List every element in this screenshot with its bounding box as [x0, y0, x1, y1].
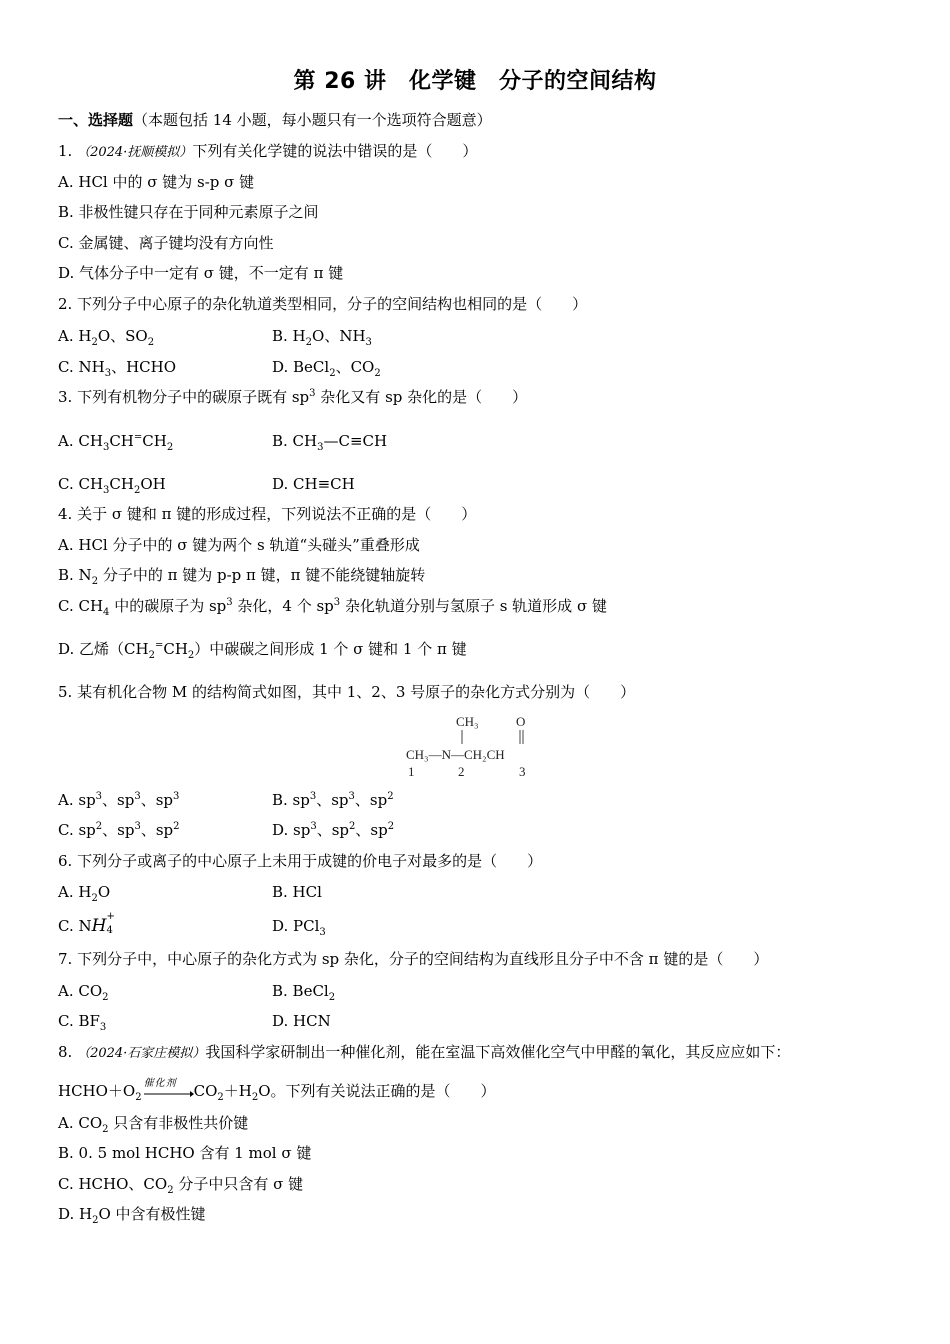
q1-option-a: A. HCl 中的 σ 键为 s-p σ 键 [58, 173, 255, 191]
q2-option-d: D. BeCl$_2$、$CO_2$ [272, 358, 381, 379]
question-2-stem: 2. 下列分子中心原子的杂化轨道类型相同，分子的空间结构也相同的是（ ） [58, 295, 588, 313]
q6-option-a: A. $H_2O$ [58, 883, 111, 904]
page-title: 第 26 讲 化学键 分子的空间结构 [293, 69, 657, 94]
q6-option-d: D. PCl$_3$ [272, 917, 326, 938]
q5-option-d: D. $sp^3$、$sp^2$、$sp^2$ [272, 821, 395, 839]
question-6-stem: 6. 下列分子或离子的中心原子上未用于成键的价电子对最多的是（ ） [58, 852, 543, 870]
section-header [58, 110, 492, 130]
struct-label-1: 1 [408, 764, 415, 779]
q5-option-a: A. $sp^3$、$sp^3$、$sp^3$ [58, 791, 180, 809]
q5-option-b: B. $sp^3$、$sp^3$、$sp^2$ [272, 791, 394, 809]
q6-option-c: C. NH + 4 [58, 911, 115, 936]
q3-option-a: A. $CH_3CH^=CH_2$ [58, 432, 174, 453]
q5-option-c: C. $sp^2$、$sp^3$、$sp^2$ [58, 821, 180, 839]
catalyst-label: 催化剂 [143, 1078, 177, 1089]
question-4-stem: 4. 关于 σ 键和 π 键的形成过程，下列说法不正确的是（ ） [58, 505, 477, 523]
question-7-stem: 7. 下列分子中，中心原子的杂化方式为 sp 杂化，分子的空间结构为直线形且分子中不含 π 键的是（ ） [58, 950, 769, 968]
question-3-stem: 3. 下列有机物分子中的碳原子既有 $sp^3$ 杂化又有 sp 杂化的是（ ） [58, 388, 528, 406]
q2-option-b: B. $H_2O$、$NH_3$ [272, 327, 372, 348]
question-1-stem: 1. （2024·抚顺模拟）下列有关化学键的说法中错误的是（ ） [58, 142, 478, 160]
q3-option-c: C. $CH_3CH_2OH$ [58, 475, 166, 496]
arrow-icon [142, 1082, 194, 1102]
q2-option-a: A. $H_2O$、$SO_2$ [58, 327, 155, 348]
question-8-stem: 8. （2024·石家庄模拟）我国科学家研制出一种催化剂，能在室温下高效催化空气中甲醛的氧化，其反应应如下： [58, 1043, 791, 1061]
q2-option-c: C. $NH_3$、HCHO [58, 358, 176, 379]
reaction-arrow [142, 1078, 194, 1102]
section-note: （本题包括 14 小题，每小题只有一个选项符合题意） [133, 111, 492, 129]
q7-option-d: D. HCN [272, 1012, 331, 1030]
q1-option-d: D. 气体分子中一定有 σ 键，不一定有 π 键 [58, 264, 344, 282]
q7-option-a: A. $CO_2$ [58, 982, 109, 1003]
q8-option-c: C. HCHO、$CO_2$ 分子中只含有 σ 键 [58, 1175, 304, 1196]
q7-option-c: C. $BF_3$ [58, 1012, 107, 1033]
q4-option-c: C. $CH_4$ 中的碳原子为 $sp^3$ 杂化，4 个 $sp^3$ 杂化轨道分别与氢原子 s 轨道形成 σ 键 [58, 597, 607, 618]
question-source: （2024·抚顺模拟） [77, 145, 193, 160]
q8-option-b: B. 0. 5 mol HCHO 含有 1 mol σ 键 [58, 1144, 312, 1162]
q3-option-b: B. $CH_3—C\equiv CH$ [272, 432, 388, 453]
struct-main-chain: CH₃—N—CH₂CH [406, 747, 505, 762]
struct-oxygen: O [516, 714, 526, 729]
struct-top-ch3: CH₃ [456, 714, 479, 729]
struct-label-2: 2 [458, 764, 465, 779]
question-source: （2024·石家庄模拟） [77, 1046, 206, 1061]
q8-equation: $HCHO+O_2$ 催化剂 $CO_2+H_2O$。下列有关说法正确的是（ ） [58, 1081, 496, 1102]
q6-option-b: B. HCl [272, 883, 322, 901]
struct-label-3: 3 [519, 764, 526, 779]
section-head: 一、选择题 [58, 111, 134, 129]
q4-option-d: D. 乙烯$(CH_2^=CH_2)$中碳碳之间形成 1 个 σ 键和 1 个 π 键 [58, 640, 467, 661]
question-5-stem: 5. 某有机化合物 M 的结构简式如图，其中 1、2、3 号原子的杂化方式分别为（ ） [58, 683, 636, 701]
q1-option-b: B. 非极性键只存在于同种元素原子之间 [58, 203, 319, 221]
q8-option-a: A. $CO_2$ 只含有非极性共价键 [58, 1114, 249, 1135]
structure-formula-m [400, 712, 560, 780]
q3-option-d: D. CH≡CH [272, 475, 355, 493]
q4-option-a: A. HCl 分子中的 σ 键为两个 s 轨道“头碰头”重叠形成 [58, 536, 420, 554]
q4-option-b: B. $N_2$ 分子中的 π 键为 p-p π 键，π 键不能绕键轴旋转 [58, 566, 426, 587]
q7-option-b: B. BeCl$_2$ [272, 982, 336, 1003]
q1-option-c: C. 金属键、离子键均没有方向性 [58, 234, 274, 252]
q8-option-d: D. $H_2O$ 中含有极性键 [58, 1205, 206, 1226]
